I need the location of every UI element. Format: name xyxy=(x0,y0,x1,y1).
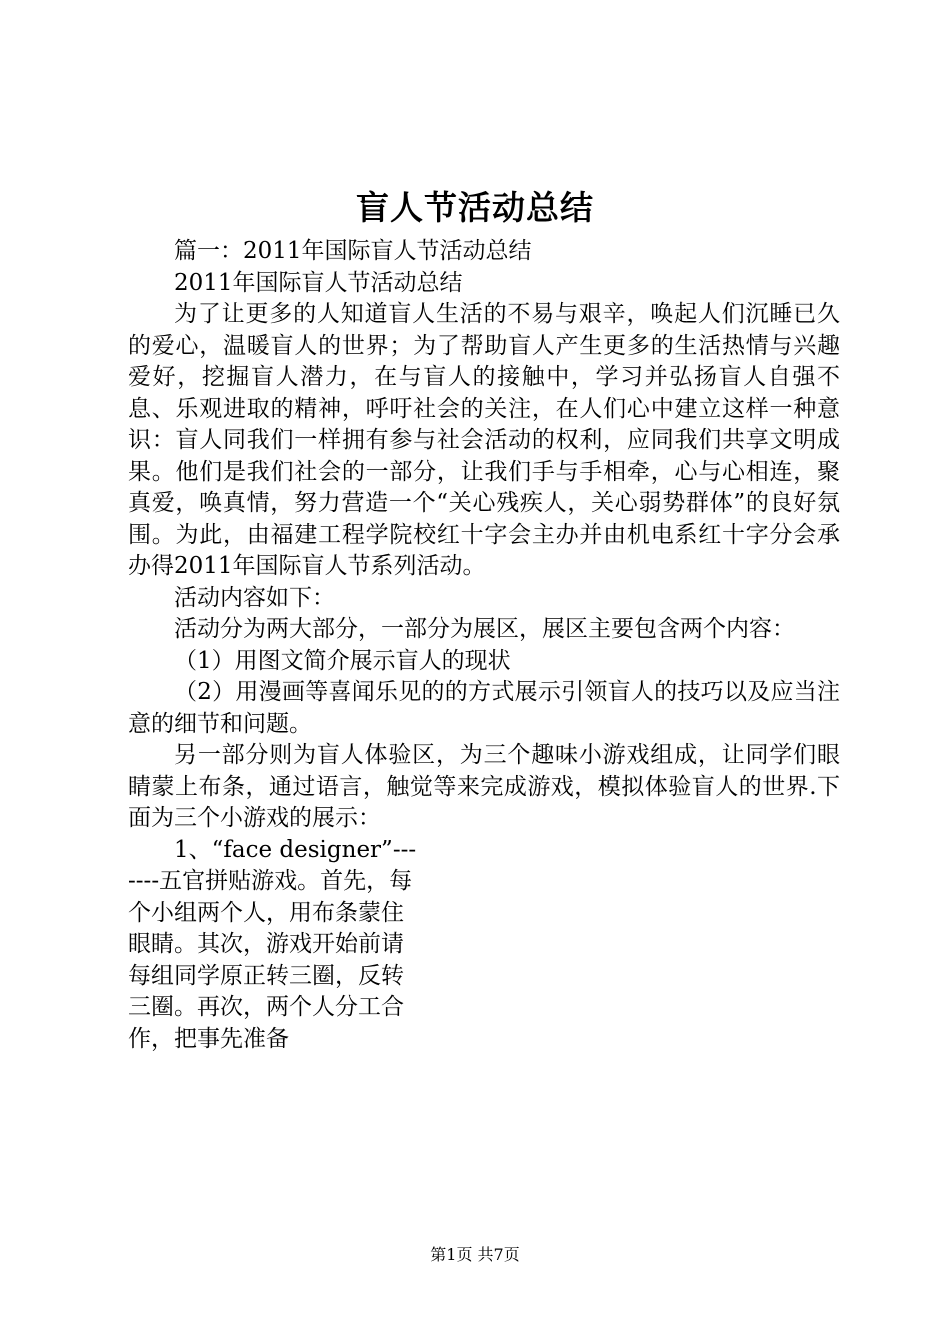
document-body xyxy=(128,236,840,1055)
paragraph: 2011年国际盲人节活动总结 xyxy=(174,269,463,296)
paragraph: 篇一：2011年国际盲人节活动总结 xyxy=(174,238,532,264)
paragraph: 活动内容如下： xyxy=(174,584,335,611)
paragraph: 另一部分则为盲人体验区，为三个趣味小游戏组成，让同学们眼睛蒙上布条，通过语言，触觉等来完成游戏，模拟体验盲人的世界.下面为三个小游戏的展示： xyxy=(128,742,840,831)
paragraph: 为了让更多的人知道盲人生活的不易与艰辛，唤起人们沉睡已久的爱心，温暖盲人的世界；为了帮助盲人产生更多的生活热情与兴趣爱好，挖掘盲人潜力，在与盲人的接触中，学习并弘扬盲人自强不息、乐观进取的精神，呼吁社会的关注，在人们心中建立这样一种意识：盲人同我们一样拥有参与社会活动的权利，应同我们共享文明成果。他们是我们社会的一部分，让我们手与手相牵，心与心相连，聚真爱，唤真情，努力营造一个“关心残疾人，关心弱势群体”的良好氛围。为此，由福建工程学院校红十字会主办并由机电系红十字分会承办得2011年国际盲人节系列活动。 xyxy=(128,301,840,579)
paragraph: 活动分为两大部分，一部分为展区，展区主要包含两个内容： xyxy=(174,616,795,642)
paragraph: （1）用图文简介展示盲人的现状 xyxy=(174,647,511,674)
narrow-column xyxy=(128,835,418,1056)
paragraph: 1、“face designer”-------五官拼贴游戏。首先，每个小组两个人，用布条蒙住眼睛。其次，游戏开始前请每组同学原正转三圈，反转三圈。再次，两个人分工合作，把事先准备 xyxy=(128,836,417,1052)
page-footer: 第1页 共7页 xyxy=(430,1245,520,1264)
paragraph: （2）用漫画等喜闻乐见的的方式展示引领盲人的技巧以及应当注意的细节和问题。 xyxy=(128,679,840,737)
document-title: 盲人节活动总结 xyxy=(356,188,594,227)
